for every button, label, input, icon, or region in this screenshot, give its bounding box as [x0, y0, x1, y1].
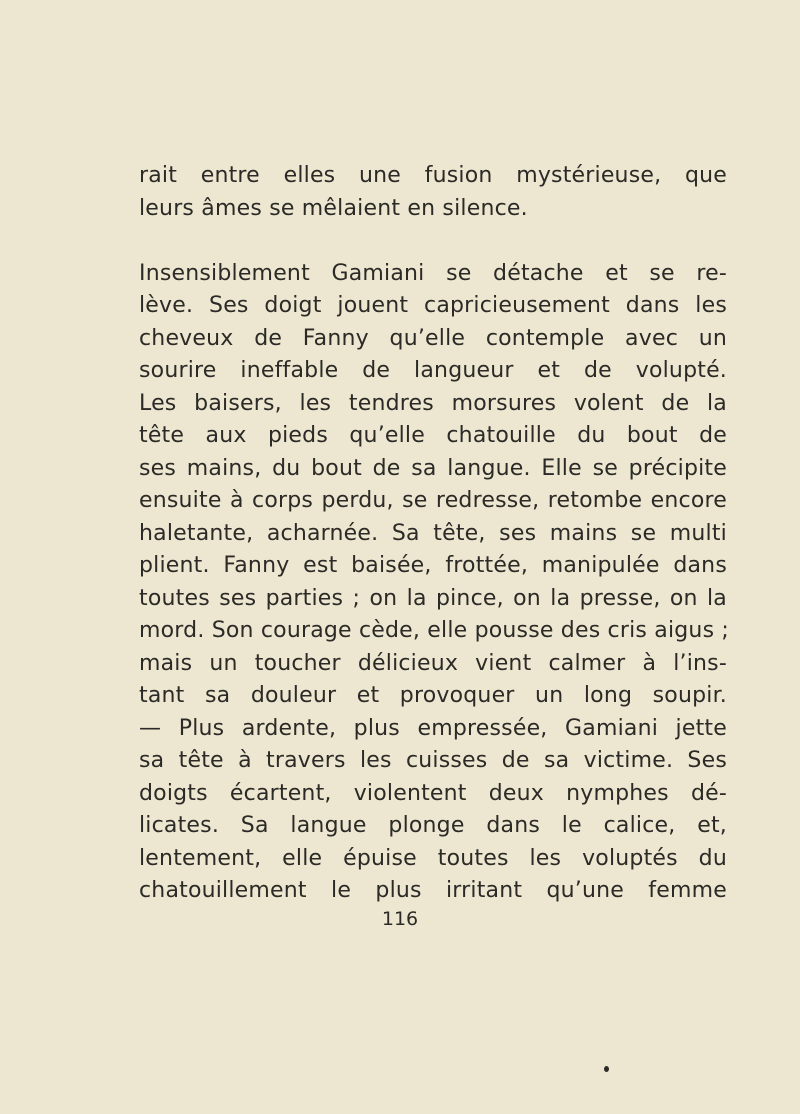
text-line: haletante, acharnée. Sa tête, ses mains se multi	[139, 520, 727, 546]
text-line: toutes ses parties ; on la pince, on la presse, on la	[139, 585, 727, 611]
text-line: — Plus ardente, plus empressée, Gamiani jette	[139, 715, 727, 741]
text-line: leurs âmes se mêlaient en silence.	[139, 195, 528, 221]
body-text	[139, 160, 730, 908]
text-line: ses mains, du bout de sa langue. Elle se précipite	[139, 455, 727, 481]
text-line: chatouillement le plus irritant qu’une femme	[139, 878, 727, 903]
text-line: sourire ineffable de langueur et de volupté.	[139, 358, 727, 383]
text-line: licates. Sa langue plonge dans le calice, et,	[139, 813, 727, 838]
text-line: ensuite à corps perdu, se redresse, retombe encore	[139, 488, 727, 513]
text-line: doigts écartent, violentent deux nymphes dé-	[139, 780, 727, 806]
text-line: sa tête à travers les cuisses de sa victime. Ses	[139, 748, 727, 773]
text-line: tant sa douleur et provoquer un long soupir.	[139, 683, 727, 708]
text-line: plient. Fanny est baisée, frottée, manipulée dans	[139, 553, 727, 578]
paragraph-gap	[139, 225, 727, 258]
text-line: Les baisers, les tendres morsures volent de la	[139, 390, 727, 416]
text-line: lève. Ses doigt jouent capricieusement dans les	[139, 293, 727, 318]
text-line: mord. Son courage cède, elle pousse des cris aigus ;	[139, 618, 730, 643]
text-line: lentement, elle épuise toutes les voluptés du	[139, 845, 727, 871]
text-line: cheveux de Fanny qu’elle contemple avec un	[139, 325, 727, 351]
text-line: Insensiblement Gamiani se détache et se re-	[139, 260, 727, 286]
text-line: rait entre elles une fusion mystérieuse, que	[139, 163, 727, 188]
text-line: tête aux pieds qu’elle chatouille du bout de	[139, 423, 727, 448]
ink-speck	[604, 1066, 609, 1072]
text-line: mais un toucher délicieux vient calmer à l’ins-	[139, 650, 727, 676]
page-number: 116	[381, 908, 419, 930]
